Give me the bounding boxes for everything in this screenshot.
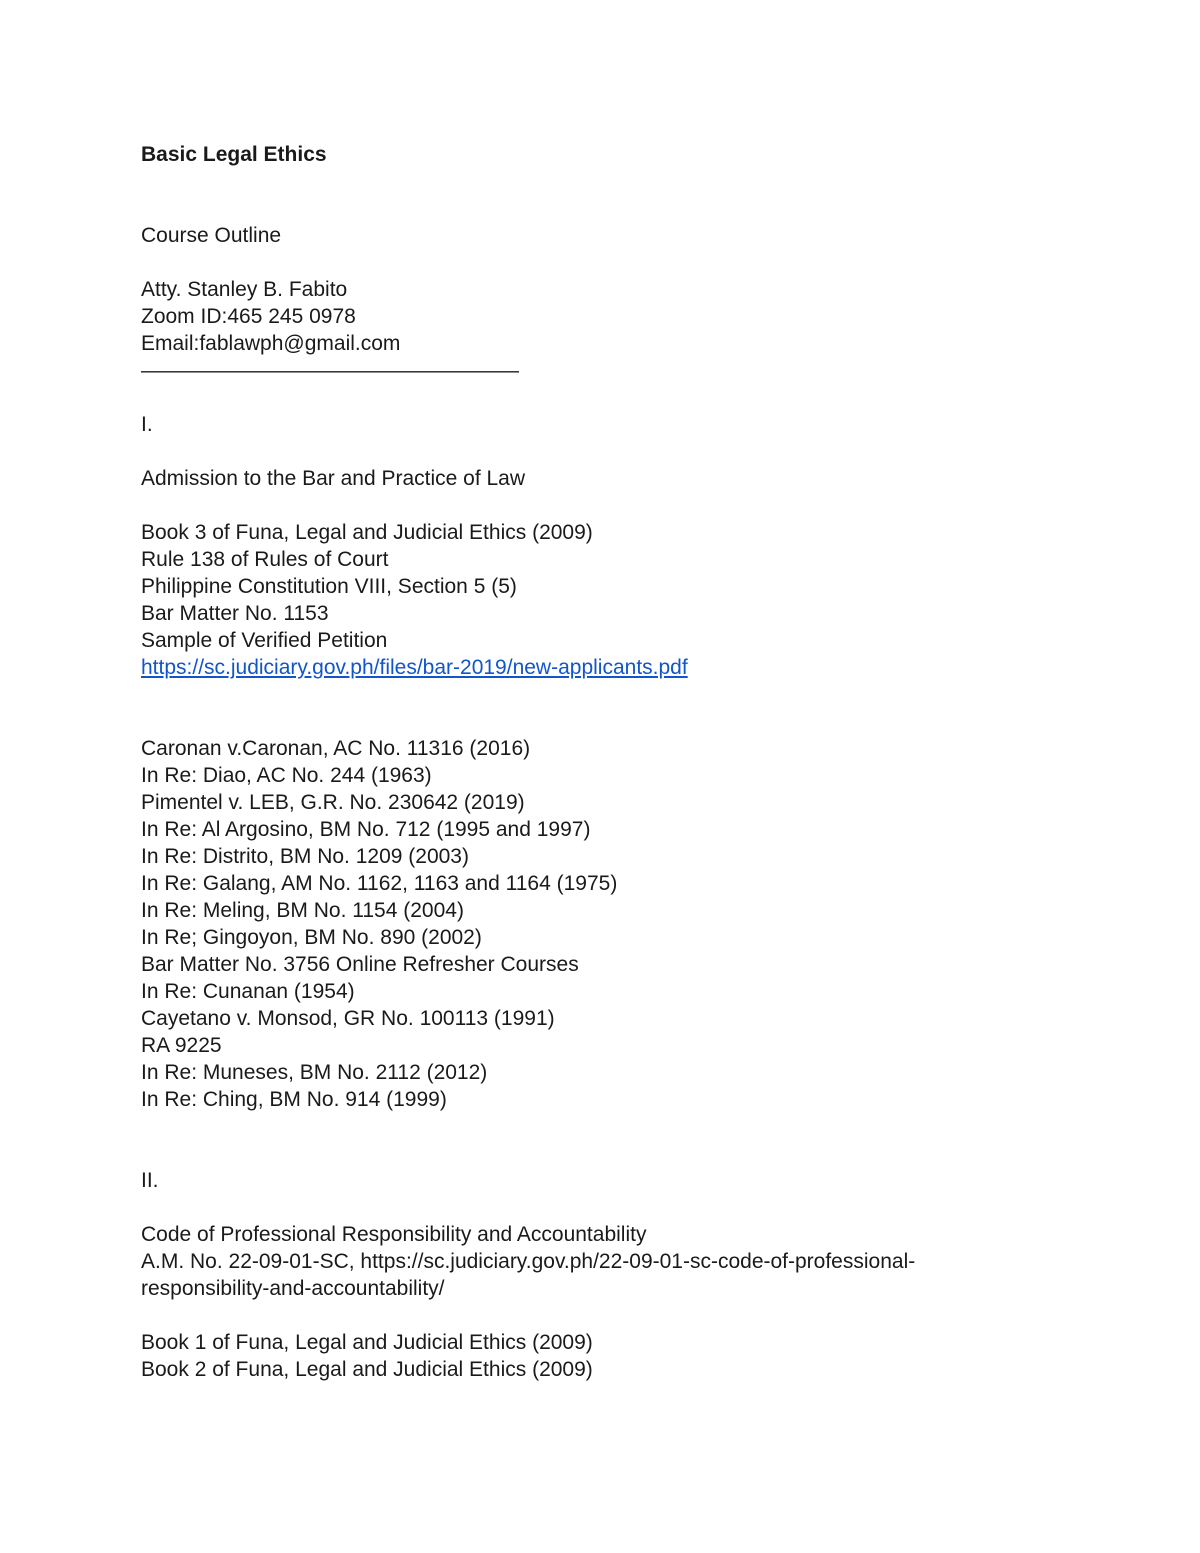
case-item: Caronan v.Caronan, AC No. 11316 (2016) bbox=[141, 737, 531, 760]
section-1-numeral: I. bbox=[141, 413, 153, 436]
spacer bbox=[141, 249, 1041, 276]
spacer bbox=[141, 168, 1041, 222]
spacer bbox=[141, 1113, 1041, 1167]
spacer bbox=[141, 1194, 1041, 1221]
spacer bbox=[141, 384, 1041, 411]
case-item: In Re: Muneses, BM No. 2112 (2012) bbox=[141, 1061, 488, 1084]
section-1-references bbox=[141, 519, 1041, 654]
case-item: In Re: Meling, BM No. 1154 (2004) bbox=[141, 899, 464, 922]
case-item: Cayetano v. Monsod, GR No. 100113 (1991) bbox=[141, 1007, 555, 1030]
reference-item: Book 2 of Funa, Legal and Judicial Ethics (2009) bbox=[141, 1358, 593, 1381]
instructor-name: Atty. Stanley B. Fabito bbox=[141, 278, 348, 301]
reference-item: Rule 138 of Rules of Court bbox=[141, 548, 389, 571]
case-item: In Re: Diao, AC No. 244 (1963) bbox=[141, 764, 432, 787]
case-item: In Re: Al Argosino, BM No. 712 (1995 and 1997) bbox=[141, 818, 591, 841]
section-2-heading: Code of Professional Responsibility and Accountability bbox=[141, 1223, 647, 1246]
zoom-id: Zoom ID:465 245 0978 bbox=[141, 305, 356, 328]
case-item: Pimentel v. LEB, G.R. No. 230642 (2019) bbox=[141, 791, 525, 814]
divider-line: —————————————————— bbox=[141, 359, 519, 382]
case-item: RA 9225 bbox=[141, 1034, 222, 1057]
reference-item: Sample of Verified Petition bbox=[141, 629, 388, 652]
case-item: In Re: Distrito, BM No. 1209 (2003) bbox=[141, 845, 469, 868]
am-reference-line: A.M. No. 22-09-01-SC, https://sc.judiciary.gov.ph/22-09-01-sc-code-of-professional-responsibility-and-accountability/ bbox=[141, 1250, 916, 1300]
section-2-numeral: II. bbox=[141, 1169, 159, 1192]
case-item: In Re: Ching, BM No. 914 (1999) bbox=[141, 1088, 447, 1111]
section-2-references bbox=[141, 1329, 1041, 1383]
new-applicants-link[interactable]: https://sc.judiciary.gov.ph/files/bar-2019/new-applicants.pdf bbox=[141, 656, 688, 679]
document-title: Basic Legal Ethics bbox=[141, 143, 327, 166]
reference-item: Bar Matter No. 1153 bbox=[141, 602, 329, 625]
section-1-cases bbox=[141, 735, 1041, 1113]
case-item: In Re: Cunanan (1954) bbox=[141, 980, 355, 1003]
instructor-email: Email:fablawph@gmail.com bbox=[141, 332, 401, 355]
spacer bbox=[141, 681, 1041, 735]
reference-item: Book 1 of Funa, Legal and Judicial Ethics (2009) bbox=[141, 1331, 593, 1354]
spacer bbox=[141, 492, 1041, 519]
case-item: Bar Matter No. 3756 Online Refresher Courses bbox=[141, 953, 579, 976]
course-outline-label: Course Outline bbox=[141, 224, 282, 247]
reference-item: Book 3 of Funa, Legal and Judicial Ethics (2009) bbox=[141, 521, 593, 544]
case-item: In Re: Galang, AM No. 1162, 1163 and 1164 (1975) bbox=[141, 872, 618, 895]
section-1-heading: Admission to the Bar and Practice of Law bbox=[141, 467, 526, 490]
reference-item: Philippine Constitution VIII, Section 5 (5) bbox=[141, 575, 517, 598]
spacer bbox=[141, 438, 1041, 465]
case-item: In Re; Gingoyon, BM No. 890 (2002) bbox=[141, 926, 482, 949]
spacer bbox=[141, 1302, 1041, 1329]
document-content bbox=[141, 141, 1041, 1383]
